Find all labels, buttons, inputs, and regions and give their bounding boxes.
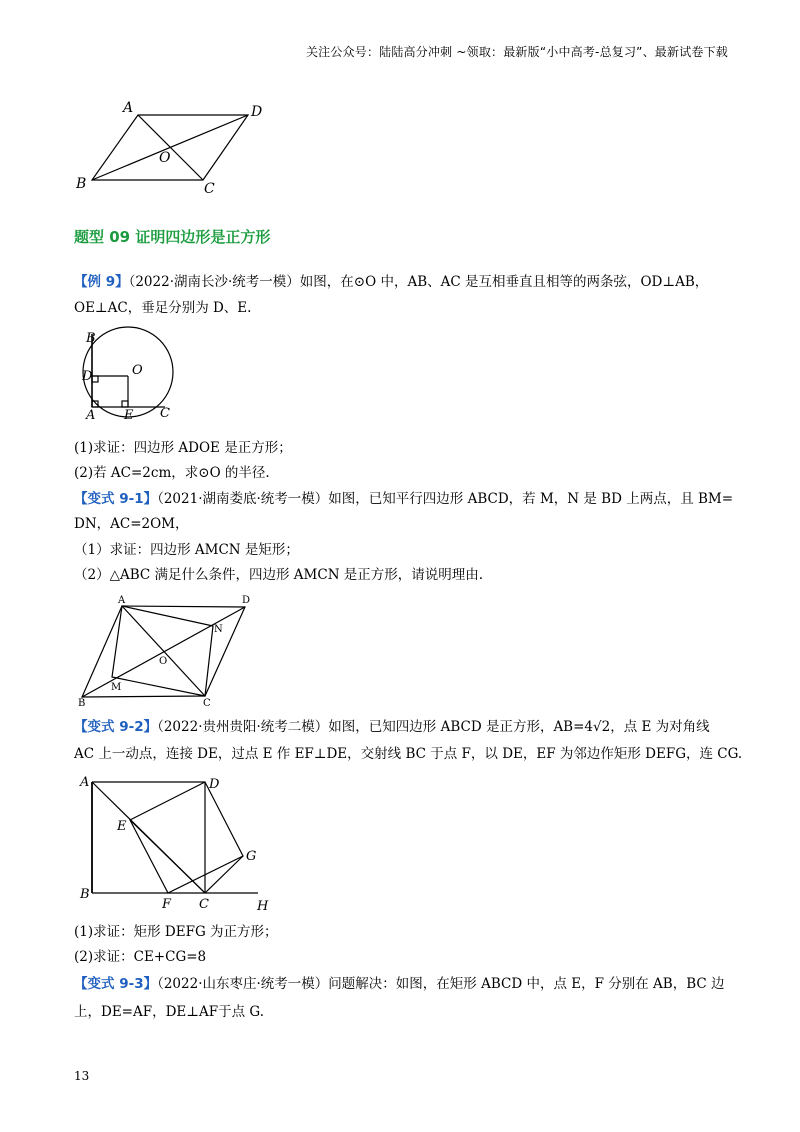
figure-parallelogram-amcn: [76, 592, 262, 708]
label-a: A: [118, 595, 126, 606]
label-n: N: [214, 624, 223, 635]
figure-square-defg: [76, 770, 276, 914]
label-e: E: [124, 408, 134, 422]
v91-line1: 【变式 9-1】（2021·湖南娄底·统考一模）如图，已知平行四边形 ABCD，若 M，N 是 BD 上两点，且 BM=: [74, 491, 734, 507]
v91-tag: 【变式 9-1】: [74, 491, 158, 507]
label-d: D: [209, 777, 220, 792]
v93-tag: 【变式 9-3】: [74, 976, 158, 992]
label-b: B: [80, 887, 90, 902]
label-a: A: [123, 100, 134, 116]
figure-circle-adoe: [72, 322, 187, 422]
label-b: B: [86, 331, 96, 346]
section-title: 题型 09 证明四边形是正方形: [74, 228, 271, 246]
label-c: C: [160, 406, 170, 421]
ex9-tag: 【例 9】: [74, 274, 129, 290]
label-f: F: [162, 897, 172, 912]
v91-question2: （2）△ABC 满足什么条件，四边形 AMCN 是正方形，请说明理由.: [74, 567, 484, 583]
label-e: E: [117, 819, 127, 834]
v93-line1: 【变式 9-3】（2022·山东枣庄·统考一模）问题解决：如图，在矩形 ABCD 中，点 E，F 分别在 AB，BC 边: [74, 976, 725, 992]
label-c: C: [199, 897, 209, 912]
ex9-line2: OE⊥AC，垂足分别为 D、E.: [74, 300, 252, 316]
label-d: D: [82, 369, 93, 384]
page-number: 13: [74, 1069, 90, 1083]
v93-line2: 上，DE=AF，DE⊥AF于点 G.: [74, 1004, 264, 1020]
label-h: H: [257, 899, 269, 914]
v92-tag: 【变式 9-2】: [74, 719, 158, 735]
ex9-question1: (1)求证：四边形 ADOE 是正方形；: [74, 440, 292, 456]
v91-line2: DN，AC=2OM，: [74, 516, 189, 532]
label-o: O: [159, 150, 171, 166]
label-a: A: [80, 775, 90, 790]
figure-parallelogram-abcd: [70, 96, 280, 196]
label-d: D: [242, 595, 251, 606]
v91-question1: （1）求证：四边形 AMCN 是矩形；: [74, 542, 299, 558]
v92-line2: AC 上一动点，连接 DE，过点 E 作 EF⊥DE，交射线 BC 于点 F，以 DE，EF 为邻边作矩形 DEFG，连 CG.: [74, 746, 743, 762]
v92-question1: (1)求证：矩形 DEFG 为正方形；: [74, 924, 278, 940]
label-g: G: [246, 849, 257, 864]
ex9-question2: (2)若 AC=2cm，求⊙O 的半径.: [74, 465, 270, 481]
label-b: B: [78, 698, 86, 708]
ex9-line1: 【例 9】（2022·湖南长沙·统考一模）如图，在⊙O 中，AB、AC 是互相垂直且相等的两条弦，OD⊥AB，: [74, 274, 709, 290]
label-c: C: [203, 698, 211, 708]
v92-question2: (2)求证：CE+CG=8: [74, 949, 207, 965]
label-c: C: [204, 181, 215, 196]
label-o: O: [159, 656, 168, 667]
label-d: D: [251, 104, 263, 120]
label-m: M: [111, 682, 122, 693]
label-b: B: [76, 176, 87, 192]
v92-line1: 【变式 9-2】（2022·贵州贵阳·统考二模）如图，已知四边形 ABCD 是正方形，AB=4√2，点 E 为对角线: [74, 719, 710, 735]
label-o: O: [132, 363, 143, 378]
page-header: 关注公众号：陆陆高分冲刺 ~领取：最新版“小中高考-总复习”、最新试卷下载: [305, 45, 728, 59]
label-a: A: [86, 408, 96, 422]
